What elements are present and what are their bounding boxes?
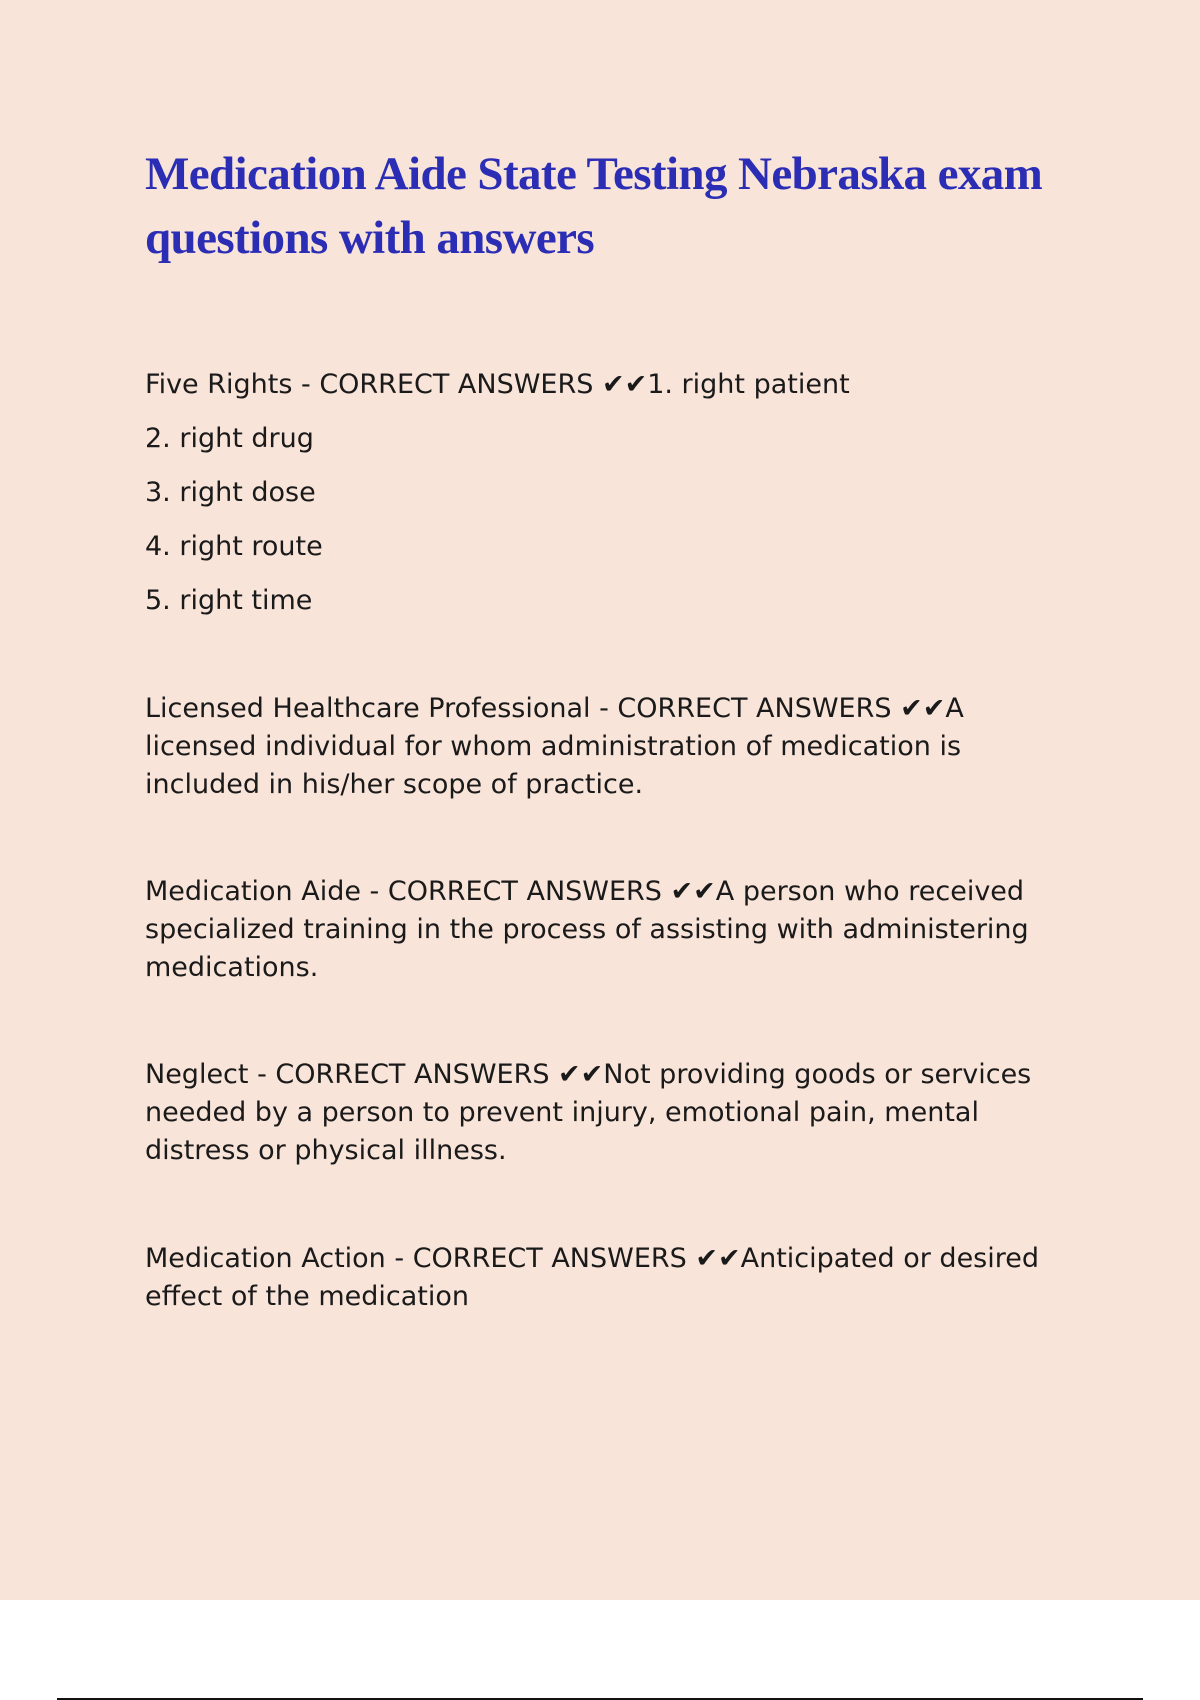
medication-aide-entry: Medication Aide - CORRECT ANSWERS ✔✔A person who received specialized training in the process of assisting with administering medications. — [145, 876, 1029, 983]
five-rights-line: 2. right drug — [145, 423, 314, 454]
five-rights-line: Five Rights - CORRECT ANSWERS ✔✔1. right patient — [145, 369, 850, 400]
document-title: Medication Aide State Testing Nebraska exam questions with answers — [145, 148, 1043, 264]
neglect-entry: Neglect - CORRECT ANSWERS ✔✔Not providing goods or services needed by a person to prevent injury, emotional pain, mental distress or physical illness. — [145, 1059, 1032, 1166]
five-rights-line: 4. right route — [145, 531, 323, 562]
licensed-healthcare-professional-entry: Licensed Healthcare Professional - CORRECT ANSWERS ✔✔A licensed individual for whom administration of medication is included in his/her scope of practice. — [145, 693, 964, 800]
five-rights-line: 3. right dose — [145, 477, 316, 508]
five-rights-line: 5. right time — [145, 585, 313, 616]
five-rights-entry — [145, 366, 1105, 636]
medication-action-entry: Medication Action - CORRECT ANSWERS ✔✔Anticipated or desired effect of the medication — [145, 1243, 1040, 1312]
